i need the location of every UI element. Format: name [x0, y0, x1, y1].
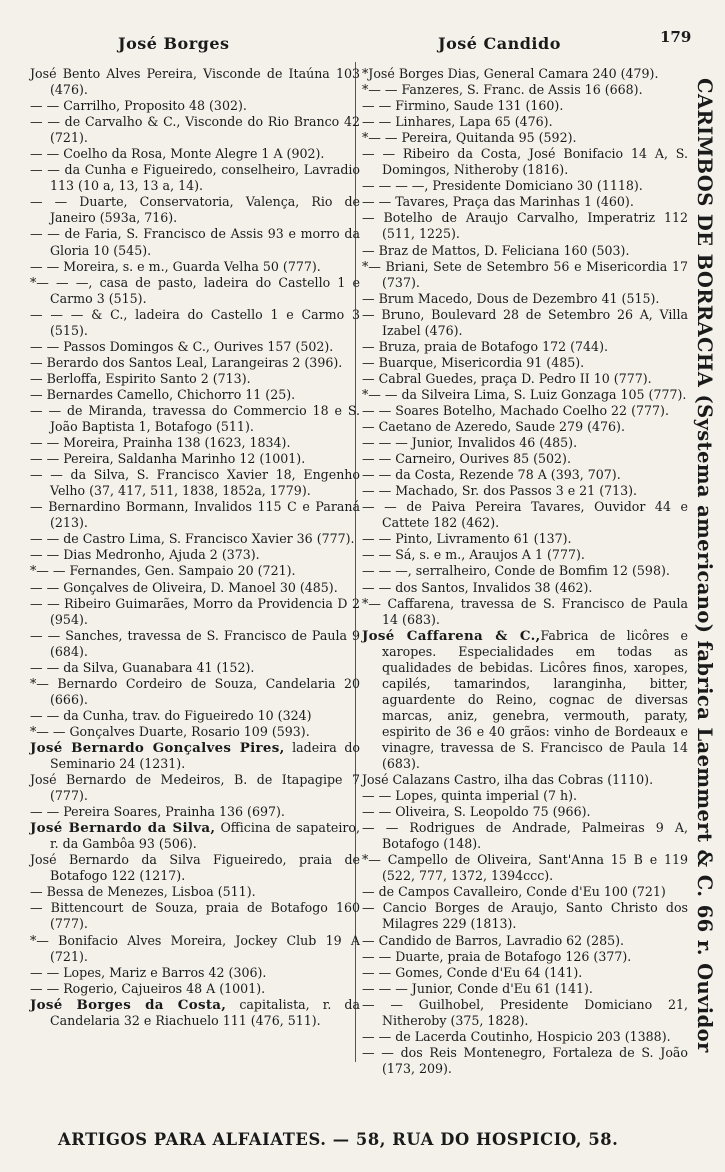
directory-entry	[362, 499, 688, 531]
directory-entry	[30, 724, 360, 740]
entry-text: *— Campello de Oliveira, Sant'Anna 15 B e 119 (522, 777, 1372, 1394ccc).	[362, 852, 688, 884]
entry-text: — — da Silva, S. Francisco Xavier 18, Engenho Velho (37, 417, 511, 1838, 1852a, 1779).	[30, 467, 360, 499]
directory-entry	[30, 114, 360, 146]
entry-text: *— Briani, Sete de Setembro 56 e Misericordia 17 (737).	[362, 258, 688, 290]
entry-text: — — dos Reis Montenegro, Fortaleza de S. João (173, 209).	[362, 1044, 688, 1076]
directory-entry	[30, 981, 360, 997]
directory-entry	[30, 451, 360, 467]
entry-text: José Bento Alves Pereira, Visconde de Itaúna 103 (476).	[30, 66, 360, 98]
entry-text: José Calazans Castro, ilha das Cobras (1110).	[362, 772, 654, 788]
directory-entry	[30, 531, 360, 547]
directory-entry	[30, 676, 360, 708]
directory-entry	[30, 547, 360, 563]
entry-text: — — Rogerio, Cajueiros 48 A (1001).	[30, 980, 266, 996]
directory-entry	[30, 965, 360, 981]
directory-entry	[362, 451, 688, 467]
entry-text: — Bittencourt de Souza, praia de Botafogo 160 (777).	[30, 900, 360, 932]
entry-text: *— — Pereira, Quitanda 95 (592).	[362, 130, 577, 146]
entry-text: José Bernardo de Medeiros, B. de Itapagipe 7 (777).	[30, 772, 360, 804]
directory-entry	[30, 596, 360, 628]
directory-entry	[362, 580, 688, 596]
entry-text: capitalista, r. da Candelaria 32 e Riachuelo 111 (476, 511).	[50, 996, 360, 1028]
directory-entry	[30, 884, 360, 900]
entry-text: — Braz de Mattos, D. Feliciana 160 (503).	[362, 242, 630, 258]
entry-text: — — Guilhobel, Presidente Domiciano 21, Nitheroby (375, 1828).	[362, 996, 688, 1028]
side-banner-text: CARIMBOS DE BORRACHA (Systema americano) fabrica Laemmert & C. 66 r. Ouvidor	[693, 78, 716, 1053]
entry-text: — — da Silva, Guanabara 41 (152).	[30, 659, 255, 675]
entry-text: ladeira do Seminario 24 (1231).	[50, 739, 360, 772]
entry-text: — — Gomes, Conde d'Eu 64 (141).	[362, 964, 583, 980]
entry-text: — — de Castro Lima, S. Francisco Xavier 36 (777).	[30, 531, 355, 547]
entry-text: — — de Miranda, travessa do Commercio 18 e S. João Baptista 1, Botafogo (511).	[30, 402, 360, 435]
side-advertisement	[690, 78, 720, 1098]
directory-entry	[30, 162, 360, 194]
entry-text: — — Coelho da Rosa, Monte Alegre 1 A (902).	[30, 146, 325, 162]
entry-text: — — — Junior, Conde d'Eu 61 (141).	[362, 980, 593, 996]
entry-text: — Caetano de Azeredo, Saude 279 (476).	[362, 419, 625, 435]
entry-text: — — Oliveira, S. Leopoldo 75 (966).	[362, 804, 591, 820]
entry-text: — Botelho de Araujo Carvalho, Imperatriz 112 (511, 1225).	[362, 210, 688, 242]
entry-text: — Brum Macedo, Dous de Dezembro 41 (515).	[362, 290, 660, 306]
entry-text: — — Tavares, Praça das Marinhas 1 (460).	[362, 194, 634, 210]
directory-entry	[362, 467, 688, 483]
directory-entry	[362, 852, 688, 884]
entry-text: — Bernardino Bormann, Invalidos 115 C e Paraná (213).	[30, 499, 360, 531]
directory-entry	[30, 900, 360, 932]
directory-entry	[362, 997, 688, 1029]
directory-entry	[362, 884, 688, 900]
directory-entry	[30, 852, 360, 884]
directory-entry	[362, 788, 688, 804]
right-column	[362, 66, 688, 1077]
entry-text: — — — & C., ladeira do Castello 1 e Carmo 3 (515).	[30, 306, 360, 338]
entry-text: — — da Costa, Rezende 78 A (393, 707).	[362, 467, 621, 483]
entry-text: — — Sá, s. e m., Araujos A 1 (777).	[362, 547, 585, 563]
entry-text: — de Campos Cavalleiro, Conde d'Eu 100 (721)	[362, 884, 666, 900]
directory-entry	[362, 130, 688, 146]
entry-text: — Cabral Guedes, praça D. Pedro II 10 (777).	[362, 370, 652, 386]
entry-text: — Bruno, Boulevard 28 de Setembro 26 A, Villa Izabel (476).	[362, 306, 688, 338]
entry-text: — — Carrilho, Proposito 48 (302).	[30, 98, 247, 114]
entry-text: Fabrica de licôres e xaropes. Especialidades em todas as qualidades de bebidas. Licôres finos, xaropes, capilés, tamarindos, laranginha, bitter, aguardente do Reino, cognac de diversas marcas, aniz, genebra, vermouth, paraty, espirito de 36 e 40 grãos: vinho de Bordeaux e vinagre, travessa de S. Francisco de Paula 14 (683).	[382, 627, 688, 772]
entry-text: — — Duarte, Conservatoria, Valença, Rio de Janeiro (593a, 716).	[30, 194, 360, 226]
directory-entry	[30, 580, 360, 596]
directory-entry	[362, 1045, 688, 1077]
directory-entry	[30, 933, 360, 965]
directory-entry	[362, 339, 688, 355]
directory-entry	[362, 900, 688, 932]
directory-entry	[362, 563, 688, 579]
directory-entry	[362, 804, 688, 820]
directory-entry	[362, 772, 688, 788]
entry-text: *— Bernardo Cordeiro de Souza, Candelaria 20 (666).	[30, 675, 360, 707]
entry-text: — — de Lacerda Coutinho, Hospicio 203 (1388).	[362, 1028, 671, 1044]
entry-text: — — dos Santos, Invalidos 38 (462).	[362, 579, 593, 595]
entry-text: — Candido de Barros, Lavradio 62 (285).	[362, 932, 625, 948]
entry-text: Officina de sapateiro, r. da Gambôa 93 (506).	[50, 820, 360, 852]
entry-highlighted-name: José Bernardo da Silva,	[30, 820, 216, 837]
entry-highlighted-name: José Bernardo Gonçalves Pires,	[30, 739, 285, 756]
entry-text: — — Linhares, Lapa 65 (476).	[362, 114, 553, 130]
directory-entry	[362, 210, 688, 242]
entry-highlighted-name: José Caffarena & C.,	[362, 627, 541, 644]
directory-entry	[362, 371, 688, 387]
directory-entry	[362, 194, 688, 210]
entry-text: — — Carneiro, Ourives 85 (502).	[362, 451, 571, 467]
directory-entry	[30, 355, 360, 371]
directory-entry	[30, 275, 360, 307]
entry-text: — — Duarte, praia de Botafogo 126 (377).	[362, 948, 632, 964]
entry-text: — — Pinto, Livramento 61 (137).	[362, 531, 572, 547]
entry-text: — — Moreira, Prainha 138 (1623, 1834).	[30, 435, 291, 451]
directory-entry	[362, 243, 688, 259]
directory-entry	[362, 178, 688, 194]
directory-entry	[362, 387, 688, 403]
entry-text: — — de Carvalho & C., Visconde do Rio Branco 42 (721).	[30, 114, 360, 146]
entry-text: — — da Cunha e Figueiredo, conselheiro, Lavradio 113 (10 a, 13, 13 a, 14).	[30, 162, 360, 194]
directory-entry	[362, 259, 688, 291]
footer-advertisement: ARTIGOS PARA ALFAIATES. — 58, RUA DO HOSPICIO, 58.	[58, 1130, 619, 1149]
entry-text: — — Rodrigues de Andrade, Palmeiras 9 A, Botafogo (148).	[362, 820, 688, 852]
directory-entry	[362, 98, 688, 114]
entry-text: *— — da Silveira Lima, S. Luiz Gonzaga 105 (777).	[362, 386, 687, 402]
directory-entry	[362, 82, 688, 98]
directory-entry	[362, 596, 688, 628]
directory-entry	[362, 419, 688, 435]
directory-entry	[362, 1029, 688, 1045]
entry-text: — — Sanches, travessa de S. Francisco de Paula 9 (684).	[30, 627, 360, 659]
directory-entry	[362, 547, 688, 563]
entry-text: — Bernardes Camello, Chichorro 11 (25).	[30, 386, 296, 402]
directory-entry	[362, 146, 688, 178]
directory-entry	[30, 98, 360, 114]
entry-text: *— Caffarena, travessa de S. Francisco de Paula 14 (683).	[362, 595, 688, 627]
entry-text: — — Ribeiro da Costa, José Bonifacio 14 A, S. Domingos, Nitheroby (1816).	[362, 146, 688, 178]
entry-text: — Berardo dos Santos Leal, Larangeiras 2 (396).	[30, 354, 343, 370]
entry-text: — Berloffa, Espirito Santo 2 (713).	[30, 370, 251, 386]
directory-entry	[362, 66, 688, 82]
entry-text: — — Passos Domingos & C., Ourives 157 (502).	[30, 338, 334, 354]
entry-text: — Cancio Borges de Araujo, Santo Christo dos Milagres 229 (1813).	[362, 900, 688, 932]
entry-text: — — — Junior, Invalidos 46 (485).	[362, 435, 578, 451]
left-column	[30, 66, 360, 1029]
directory-entry	[30, 820, 360, 852]
left-running-header: José Borges	[118, 34, 230, 53]
directory-entry	[30, 66, 360, 98]
entry-text: *— — Fernandes, Gen. Sampaio 20 (721).	[30, 563, 296, 579]
directory-entry	[30, 403, 360, 435]
entry-text: — — Machado, Sr. dos Passos 3 e 21 (713).	[362, 483, 638, 499]
entry-text: — — da Cunha, trav. do Figueiredo 10 (324)	[30, 707, 312, 723]
entry-text: — — Lopes, quinta imperial (7 h).	[362, 788, 578, 804]
entry-text: José Bernardo da Silva Figueiredo, praia de Botafogo 122 (1217).	[30, 852, 360, 884]
entry-text: — — Ribeiro Guimarães, Morro da Providencia D 2 (954).	[30, 595, 360, 627]
entry-text: — — Pereira, Saldanha Marinho 12 (1001).	[30, 451, 306, 467]
directory-entry	[30, 997, 360, 1029]
entry-text: — — de Faria, S. Francisco de Assis 93 e morro da Gloria 10 (545).	[30, 226, 360, 258]
directory-entry	[30, 371, 360, 387]
entry-text: — — de Paiva Pereira Tavares, Ouvidor 44 e Cattete 182 (462).	[362, 499, 688, 531]
directory-entry	[30, 194, 360, 226]
directory-entry	[362, 981, 688, 997]
entry-text: — — — —, Presidente Domiciano 30 (1118).	[362, 178, 643, 194]
entry-text: — Buarque, Misericordia 91 (485).	[362, 354, 585, 370]
entry-text: — — Pereira Soares, Prainha 136 (697).	[30, 804, 285, 820]
entry-text: — — Gonçalves de Oliveira, D. Manoel 30 (485).	[30, 579, 338, 595]
directory-entry	[362, 435, 688, 451]
directory-entry	[30, 146, 360, 162]
entry-text: — — Lopes, Mariz e Barros 42 (306).	[30, 964, 267, 980]
directory-entry	[362, 965, 688, 981]
directory-entry	[362, 531, 688, 547]
entry-text: *José Borges Dias, General Camara 240 (479).	[362, 66, 659, 81]
directory-entry	[362, 355, 688, 371]
directory-entry	[30, 339, 360, 355]
entry-text: — — Firmino, Saude 131 (160).	[362, 98, 564, 114]
directory-entry	[362, 291, 688, 307]
entry-text: *— — Gonçalves Duarte, Rosario 109 (593).	[30, 723, 310, 739]
directory-entry	[30, 499, 360, 531]
directory-entry	[30, 467, 360, 499]
directory-entry	[362, 933, 688, 949]
directory-entry	[30, 387, 360, 403]
page-number: 179	[660, 28, 692, 46]
directory-entry	[30, 435, 360, 451]
entry-text: — — Soares Botelho, Machado Coelho 22 (777).	[362, 402, 669, 418]
directory-entry	[30, 708, 360, 724]
directory-entry	[30, 226, 360, 258]
entry-text: *— Bonifacio Alves Moreira, Jockey Club 19 A (721).	[30, 932, 360, 964]
directory-entry	[30, 563, 360, 579]
directory-entry	[30, 804, 360, 820]
entry-text: — Bessa de Menezes, Lisboa (511).	[30, 884, 256, 900]
directory-entry	[30, 259, 360, 275]
directory-entry	[30, 660, 360, 676]
entry-text: — — Moreira, s. e m., Guarda Velha 50 (777).	[30, 258, 321, 274]
directory-entry	[362, 628, 688, 772]
entry-text: — — Dias Medronho, Ajuda 2 (373).	[30, 547, 260, 563]
directory-entry	[30, 772, 360, 804]
right-running-header: José Candido	[438, 34, 561, 53]
directory-entry	[362, 114, 688, 130]
directory-entry	[30, 740, 360, 772]
entry-text: — Bruza, praia de Botafogo 172 (744).	[362, 338, 608, 354]
entry-highlighted-name: José Borges da Costa,	[30, 996, 227, 1013]
directory-entry	[362, 403, 688, 419]
directory-entry	[362, 307, 688, 339]
directory-entry	[30, 307, 360, 339]
entry-text: *— — Fanzeres, S. Franc. de Assis 16 (668).	[362, 82, 643, 98]
entry-text: — — —, serralheiro, Conde de Bomfim 12 (598).	[362, 563, 670, 579]
directory-entry	[362, 483, 688, 499]
directory-entry	[30, 628, 360, 660]
entry-text: *— — —, casa de pasto, ladeira do Castello 1 e Carmo 3 (515).	[30, 274, 360, 306]
directory-entry	[362, 949, 688, 965]
directory-entry	[362, 820, 688, 852]
